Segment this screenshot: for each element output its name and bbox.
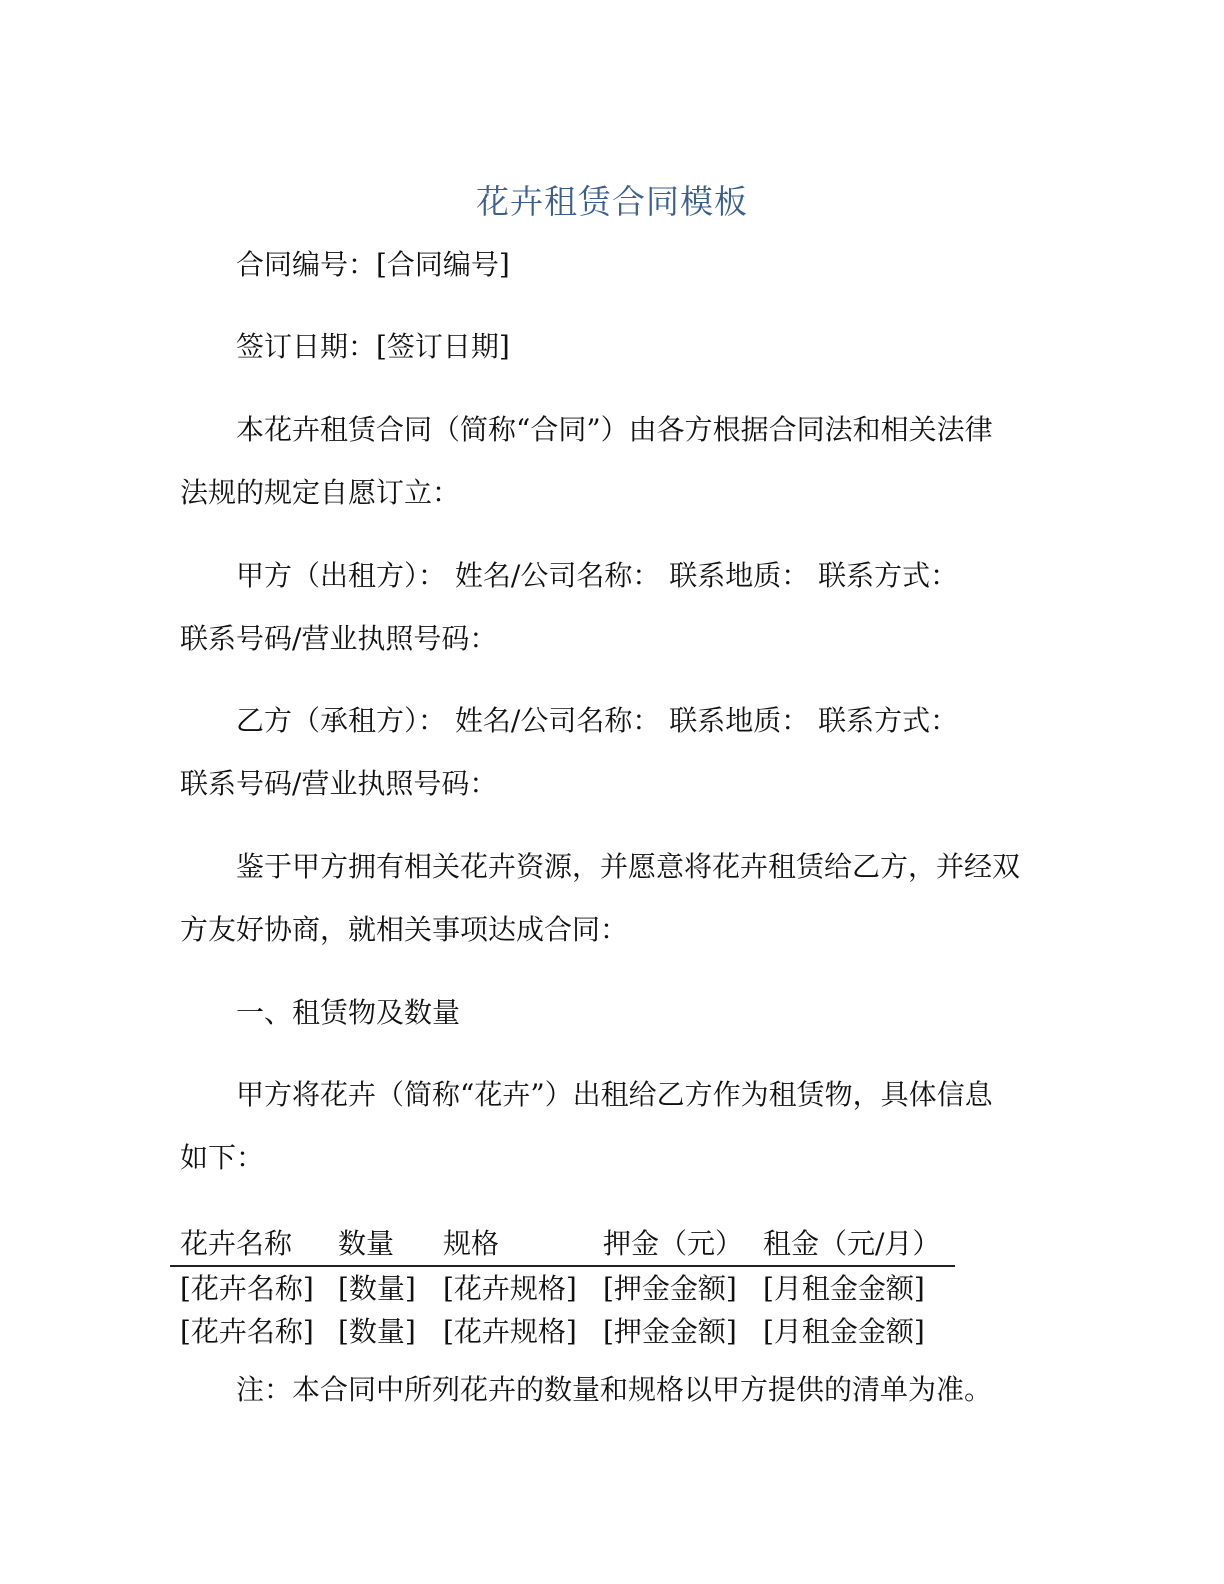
table-cell: [花卉名称] (180, 1272, 314, 1305)
contract-number: 合同编号：[合同编号] (236, 248, 510, 281)
party-b-line-1: 乙方（承租方）： 姓名/公司名称： 联系地质： 联系方式： (236, 704, 959, 737)
table-header-cell: 租金（元/月） (763, 1227, 941, 1260)
section-1-text-line-2: 如下： (180, 1141, 265, 1174)
table-cell: [花卉规格] (443, 1272, 577, 1305)
table-header-cell: 押金（元） (603, 1227, 744, 1260)
party-b-line-2: 联系号码/营业执照号码： (180, 767, 498, 800)
table-cell: [月租金金额] (763, 1272, 925, 1305)
flower-table (170, 1222, 955, 1353)
section-1-text-line-1: 甲方将花卉（简称“花卉”）出租给乙方作为租赁物，具体信息 (236, 1078, 993, 1111)
table-row (170, 1310, 955, 1353)
table-cell: [花卉规格] (443, 1315, 577, 1348)
sign-date: 签订日期：[签订日期] (236, 330, 510, 363)
section-1-heading: 一、租赁物及数量 (236, 996, 461, 1029)
table-cell: [押金金额] (603, 1272, 737, 1305)
table-header-cell: 花卉名称 (180, 1227, 293, 1260)
table-cell: [押金金额] (603, 1315, 737, 1348)
whereas-line-1: 鉴于甲方拥有相关花卉资源，并愿意将花卉租赁给乙方，并经双 (236, 850, 1021, 883)
intro-line-2: 法规的规定自愿订立： (180, 476, 461, 509)
note-text: 注：本合同中所列花卉的数量和规格以甲方提供的清单为准。 (236, 1373, 993, 1406)
table-header-cell: 数量 (338, 1227, 395, 1260)
table-cell: [花卉名称] (180, 1315, 314, 1348)
table-cell: [月租金金额] (763, 1315, 925, 1348)
table-cell: [数量] (338, 1272, 416, 1305)
document-title: 花卉租赁合同模板 (476, 182, 748, 221)
table-row (170, 1267, 955, 1310)
whereas-line-2: 方友好协商，就相关事项达成合同： (180, 913, 629, 946)
table-cell: [数量] (338, 1315, 416, 1348)
intro-line-1: 本花卉租赁合同（简称“合同”）由各方根据合同法和相关法律 (236, 413, 993, 446)
table-header-cell: 规格 (443, 1227, 500, 1260)
party-a-line-1: 甲方（出租方）： 姓名/公司名称： 联系地质： 联系方式： (236, 559, 959, 592)
party-a-line-2: 联系号码/营业执照号码： (180, 622, 498, 655)
table-header-row (170, 1222, 955, 1267)
